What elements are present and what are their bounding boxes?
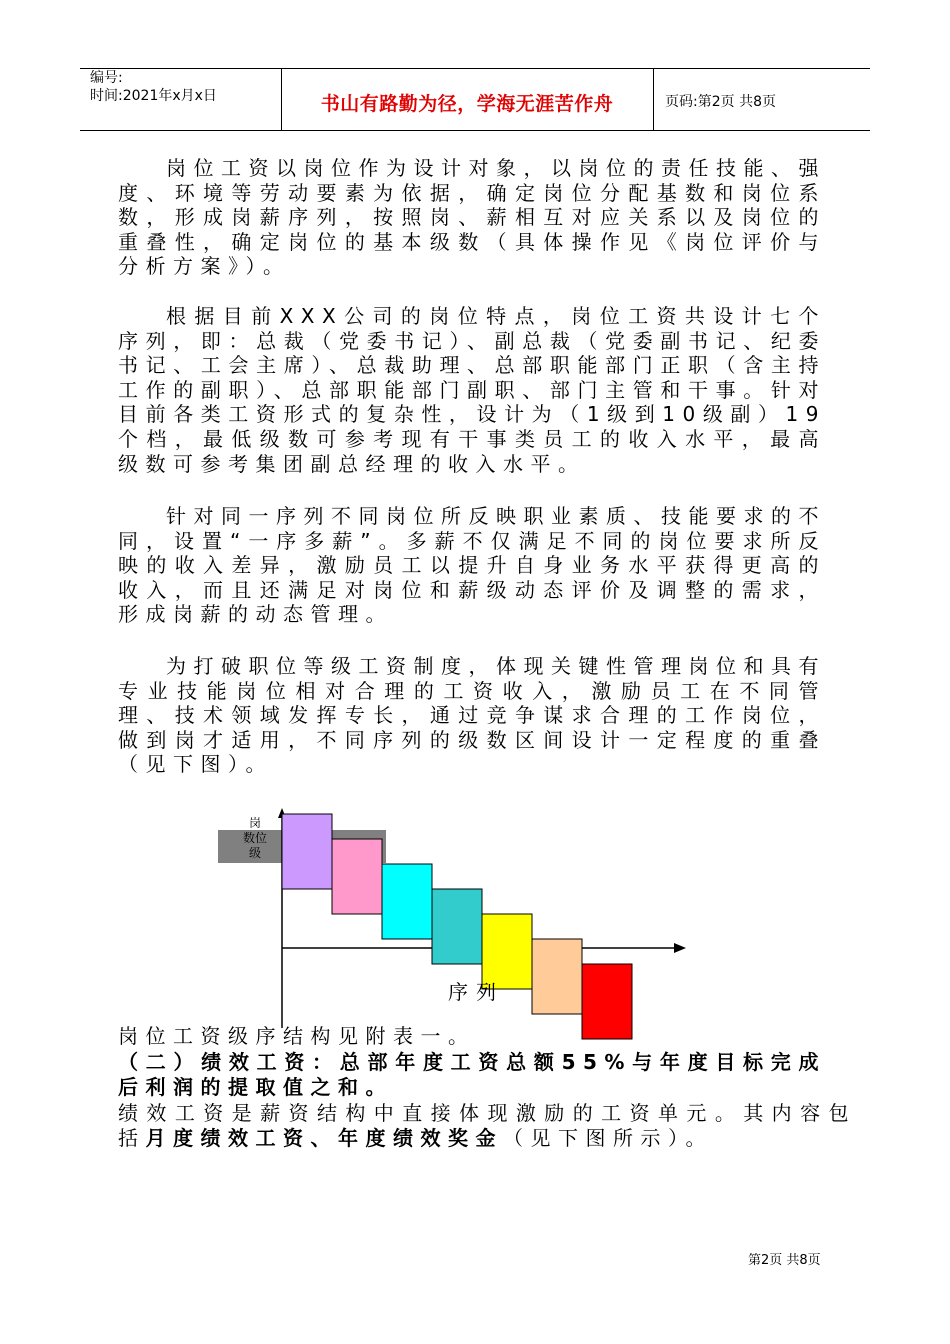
header-page-cell — [653, 69, 870, 130]
sequence-block-6 — [532, 939, 582, 1014]
page-header — [80, 68, 870, 131]
time-label: 时间:2021年x月x日 — [90, 88, 217, 104]
figure-ylabel-line3: 级 — [248, 846, 261, 860]
x-axis-arrow — [674, 943, 686, 953]
performance-pay-tail: （见下图所示）。 — [503, 1125, 713, 1150]
paragraph-job-wage: 岗位工资以岗位作为设计对象，以岗位的责任技能、强度、环境等劳动要素为依据，确定岗位分配基数和岗位系数，形成岗薪序列，按照岗、薪相互对应关系以及岗位的重叠性，确定岗位的基本级数（具体操作见《岗位评价与分析方案》）。 — [118, 156, 826, 279]
sequence-block-3 — [382, 864, 432, 939]
motto: 书山有路勤为径，学海无涯苦作舟 — [320, 93, 614, 115]
footer-page-number: 第2页 共8页 — [748, 1253, 821, 1268]
sequence-block-1 — [282, 814, 332, 889]
figure-ylabel-line1: 岗 — [248, 816, 261, 830]
paragraph-overlap: 为打破职位等级工资制度，体现关键性管理岗位和具有专业技能岗位相对合理的工资收入，激励员工在不同管理、技术领域发挥专长，通过竞争谋求合理的工作岗位，做到岗才适用，不同序列的级数区间设计一定程度的重叠（见下图）。 — [118, 654, 826, 777]
figure-xlabel: 序列 — [448, 980, 504, 1004]
paragraph-multi-pay: 针对同一序列不同岗位所反映职业素质、技能要求的不同，设置“一序多薪”。多薪不仅满足不同的岗位要求所反映的收入差异，激励员工以提升自身业务水平获得更高的收入，而且还满足对岗位和薪级动态评价及调整的需求，形成岗薪的动态管理。 — [118, 504, 826, 627]
figure-ylabel-line2: 数位 — [242, 831, 267, 845]
section-heading-performance-pay: （二）绩效工资：总部年度工资总额55%与年度目标完成后利润的提取值之和。 — [118, 1050, 826, 1099]
header-motto-cell — [281, 69, 654, 130]
page-number: 页码:第2页 共8页 — [665, 94, 776, 110]
sequence-block-4 — [432, 889, 482, 964]
paragraph-appendix-ref: 岗位工资级序结构见附表一。 — [118, 1024, 476, 1048]
figure-ylabel — [236, 816, 274, 861]
serial-label: 编号: — [90, 70, 123, 86]
performance-pay-text: 绩效工资是薪资结构中直接体现激励的工资单元。其内容包括 — [118, 1101, 856, 1150]
sequence-block-2 — [332, 839, 382, 914]
overlap-figure — [210, 808, 700, 1010]
performance-pay-components: 月度绩效工资、年度绩效奖金 — [145, 1125, 503, 1150]
paragraph-sequences: 根据目前XXX公司的岗位特点，岗位工资共设计七个序列，即：总裁（党委书记）、副总裁（党委副书记、纪委书记、工会主席）、总裁助理、总部职能部门正职（含主持工作的副职）、总部职能部门副职、部门主管和干事。针对目前各类工资形式的复杂性，设计为（1级到10级副）19个档，最低级数可参考现有干事类员工的收入水平，最高级数可参考集团副总经理的收入水平。 — [118, 304, 826, 476]
paragraph-performance-pay — [118, 1101, 856, 1150]
header-meta-cell — [80, 69, 282, 130]
